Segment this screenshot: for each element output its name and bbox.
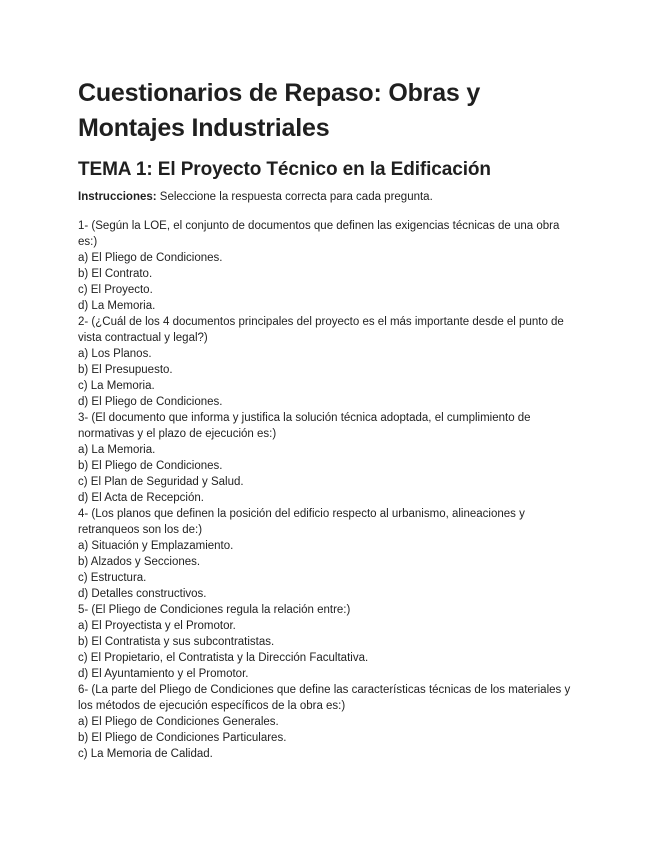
answer-option: a) Los Planos. <box>78 348 152 360</box>
question-stem: 6- (La parte del Pliego de Condiciones que define las características técnicas de los materiales y los métodos de ejecución específicos de la obra es:) <box>78 684 571 712</box>
answer-option: c) El Plan de Seguridad y Salud. <box>78 476 244 488</box>
answer-option: b) El Contratista y sus subcontratistas. <box>78 636 275 648</box>
answer-option: b) Alzados y Secciones. <box>78 556 201 568</box>
document-title: Cuestionarios de Repaso: Obras y Montajes Industriales <box>78 79 481 142</box>
answer-option: d) El Pliego de Condiciones. <box>78 396 223 408</box>
answer-option: d) El Acta de Recepción. <box>78 492 204 504</box>
question-stem: 5- (El Pliego de Condiciones regula la relación entre:) <box>78 604 351 616</box>
question-list <box>78 218 578 762</box>
question-6 <box>78 682 578 762</box>
instructions-label: Instrucciones: <box>78 191 157 203</box>
answer-option: d) El Ayuntamiento y el Promotor. <box>78 668 249 680</box>
answer-option: d) La Memoria. <box>78 300 156 312</box>
question-stem: 2- (¿Cuál de los 4 documentos principales del proyecto es el más importante desde el punto de vista contractual y legal?) <box>78 316 564 344</box>
answer-option: c) La Memoria de Calidad. <box>78 748 213 760</box>
answer-option: a) El Proyectista y el Promotor. <box>78 620 236 632</box>
answer-option: a) Situación y Emplazamiento. <box>78 540 234 552</box>
answer-option: b) El Presupuesto. <box>78 364 173 376</box>
instructions-text: Seleccione la respuesta correcta para cada pregunta. <box>156 191 433 203</box>
question-2 <box>78 314 578 410</box>
question-stem: 4- (Los planos que definen la posición del edificio respecto al urbanismo, alineaciones y retranqueos son los de:) <box>78 508 525 536</box>
answer-option: c) Estructura. <box>78 572 147 584</box>
document-page <box>78 76 578 762</box>
answer-option: b) El Pliego de Condiciones. <box>78 460 223 472</box>
question-4 <box>78 506 578 602</box>
question-3 <box>78 410 578 506</box>
question-stem: 1- (Según la LOE, el conjunto de documentos que definen las exigencias técnicas de una obra es:) <box>78 220 560 248</box>
answer-option: c) La Memoria. <box>78 380 155 392</box>
instructions <box>78 189 578 205</box>
answer-option: b) El Pliego de Condiciones Particulares. <box>78 732 287 744</box>
answer-option: b) El Contrato. <box>78 268 153 280</box>
answer-option: c) El Proyecto. <box>78 284 153 296</box>
answer-option: a) La Memoria. <box>78 444 156 456</box>
answer-option: a) El Pliego de Condiciones. <box>78 252 223 264</box>
question-stem: 3- (El documento que informa y justifica la solución técnica adoptada, el cumplimiento de normativas y el plazo de ejecución es:) <box>78 412 531 440</box>
question-5 <box>78 602 578 682</box>
question-1 <box>78 218 578 314</box>
answer-option: a) El Pliego de Condiciones Generales. <box>78 716 279 728</box>
answer-option: c) El Propietario, el Contratista y la Dirección Facultativa. <box>78 652 369 664</box>
answer-option: d) Detalles constructivos. <box>78 588 207 600</box>
section-title: TEMA 1: El Proyecto Técnico en la Edificación <box>78 159 491 180</box>
